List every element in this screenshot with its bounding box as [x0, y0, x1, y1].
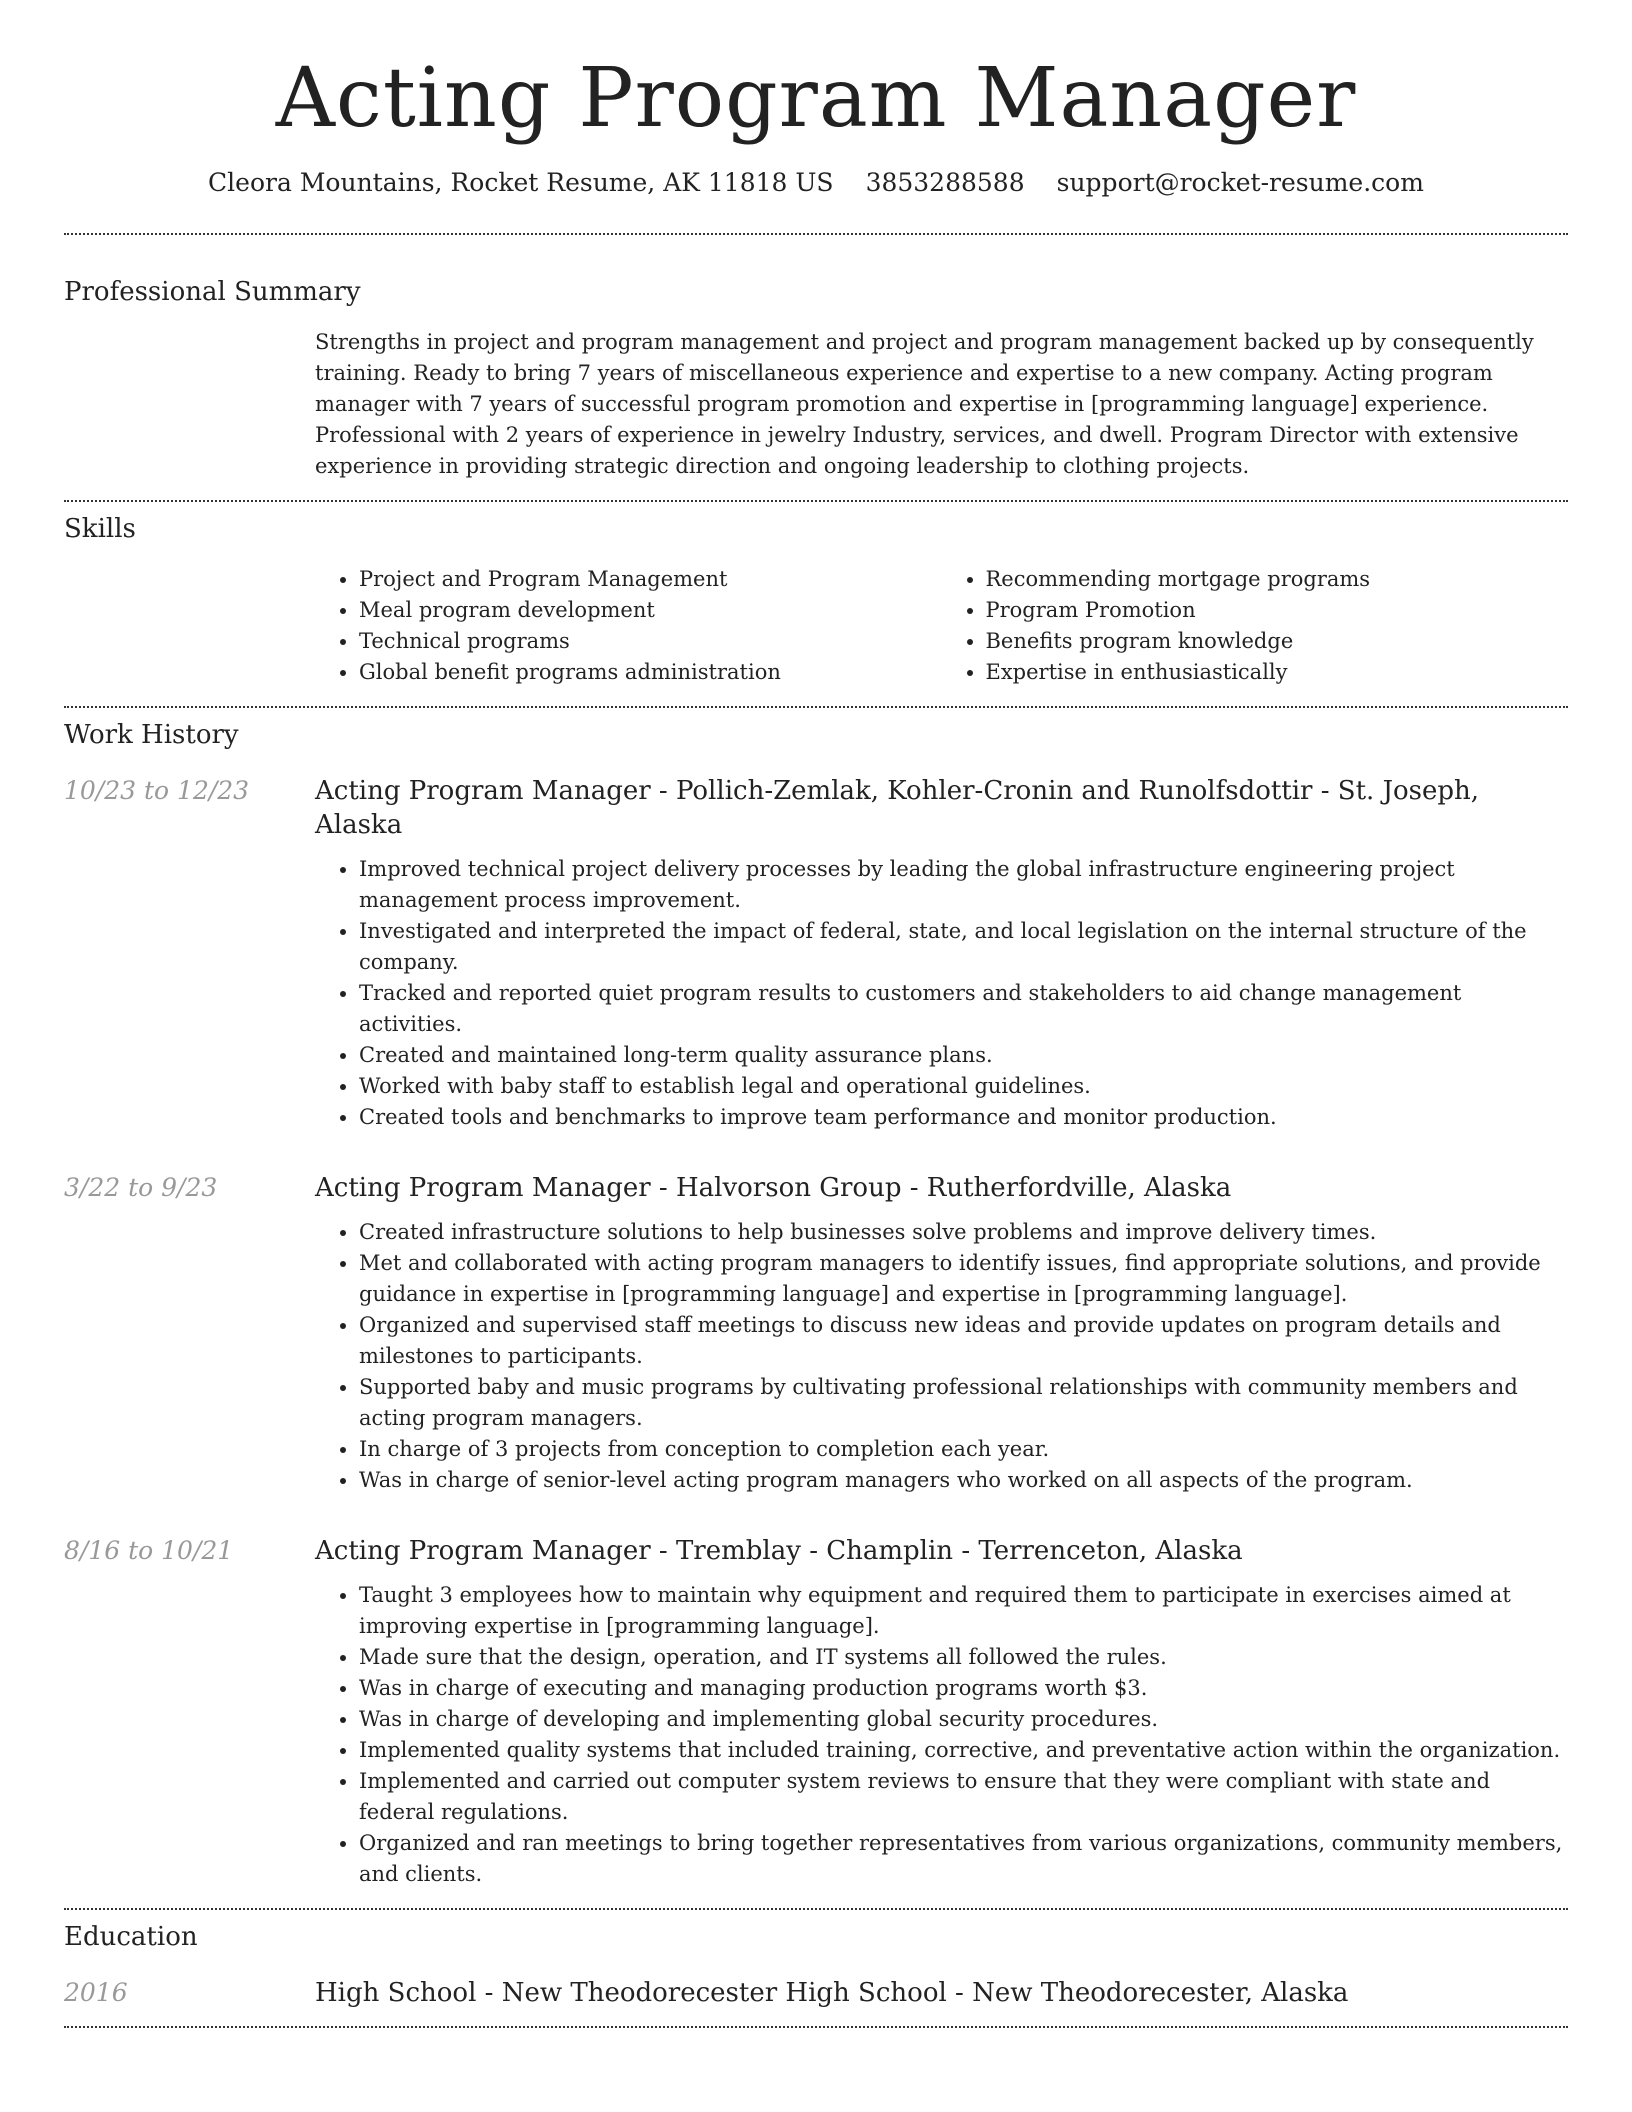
- skill-item: • Global benefit programs administration: [359, 657, 942, 688]
- job-dates: 3/22 to 9/23: [64, 1173, 218, 1203]
- job-heading: Acting Program Manager - Tremblay - Champlin - Terrenceton, Alaska: [315, 1536, 1243, 1567]
- skill-item: • Program Promotion: [986, 595, 1569, 626]
- job-entry: [64, 1534, 1568, 1908]
- education-year: 2016: [64, 1978, 128, 2008]
- list-item: • Created tools and benchmarks to improve team performance and monitor production.: [359, 1102, 1568, 1133]
- list-item: • Taught 3 employees how to maintain why equipment and required them to participate in exercises aimed at improving expertise in [programming language].: [359, 1580, 1568, 1642]
- list-item: • In charge of 3 projects from conception to completion each year.: [359, 1434, 1568, 1465]
- list-item: • Organized and supervised staff meetings to discuss new ideas and provide updates on program details and milestones to participants.: [359, 1310, 1568, 1372]
- skill-item: • Expertise in enthusiastically: [986, 657, 1569, 688]
- job-heading: Acting Program Manager - Halvorson Group - Rutherfordville, Alaska: [315, 1173, 1232, 1204]
- job-entry: [64, 774, 1568, 1133]
- list-item: • Tracked and reported quiet program results to customers and stakeholders to aid change management activities.: [359, 978, 1568, 1040]
- job-heading: Acting Program Manager - Pollich-Zemlak, Kohler-Cronin and Runolfsdottir - St. Joseph, Alaska: [315, 776, 1480, 841]
- skills-section: [64, 502, 1568, 706]
- education-title: Education: [64, 1922, 198, 1953]
- summary-text: Strengths in project and program management and project and program management backed up by consequently training. Ready to bring 7 years of miscellaneous experience and expertise to a new company. Acting program manager with 7 years of successful program promotion and expertise in [programming language] experience. Professional with 2 years of experience in jewelry Industry, services, and dwell. Program Director with extensive experience in providing strategic direction and ongoing leadership to clothing projects.: [315, 330, 1534, 479]
- skill-item: • Recommending mortgage programs: [986, 564, 1569, 595]
- skills-title: Skills: [64, 514, 136, 545]
- list-item: • Worked with baby staff to establish legal and operational guidelines.: [359, 1071, 1568, 1102]
- skill-item: • Meal program development: [359, 595, 942, 626]
- list-item: • Improved technical project delivery processes by leading the global infrastructure engineering project management process improvement.: [359, 854, 1568, 916]
- skills-list-left: [315, 564, 942, 688]
- list-item: • Was in charge of senior-level acting program managers who worked on all aspects of the program.: [359, 1465, 1568, 1496]
- job-bullets: [315, 1580, 1568, 1890]
- summary-section: [64, 235, 1568, 500]
- job-bullets: [315, 854, 1568, 1133]
- list-item: • Investigated and interpreted the impact of federal, state, and local legislation on the internal structure of the company.: [359, 916, 1568, 978]
- list-item: • Was in charge of developing and implementing global security procedures.: [359, 1704, 1568, 1735]
- skill-item: • Project and Program Management: [359, 564, 942, 595]
- work-section: [64, 708, 1568, 1908]
- list-item: • Supported baby and music programs by cultivating professional relationships with community members and acting program managers.: [359, 1372, 1568, 1434]
- list-item: • Made sure that the design, operation, and IT systems all followed the rules.: [359, 1642, 1568, 1673]
- education-heading: High School - New Theodorecester High School - New Theodorecester, Alaska: [315, 1978, 1349, 2009]
- job-dates: 8/16 to 10/21: [64, 1536, 234, 1566]
- summary-title: Professional Summary: [64, 277, 361, 308]
- skills-list-right: [942, 564, 1569, 688]
- divider: [64, 2026, 1568, 2028]
- list-item: • Was in charge of executing and managing production programs worth $3.: [359, 1673, 1568, 1704]
- education-section: [64, 1910, 1568, 2026]
- skill-item: • Benefits program knowledge: [986, 626, 1569, 657]
- list-item: • Organized and ran meetings to bring together representatives from various organizations, community members, and clients.: [359, 1828, 1568, 1890]
- contact-email: support@rocket-resume.com: [1056, 168, 1424, 198]
- resume-header: [64, 0, 1568, 197]
- work-title: Work History: [64, 720, 239, 751]
- list-item: • Created infrastructure solutions to help businesses solve problems and improve delivery times.: [359, 1217, 1568, 1248]
- list-item: • Created and maintained long-term quality assurance plans.: [359, 1040, 1568, 1071]
- skill-item: • Technical programs: [359, 626, 942, 657]
- contact-line: [64, 168, 1568, 197]
- list-item: • Implemented and carried out computer system reviews to ensure that they were compliant with state and federal regulations.: [359, 1766, 1568, 1828]
- candidate-name: Acting Program Manager: [275, 51, 1357, 146]
- list-item: • Met and collaborated with acting program managers to identify issues, find appropriate solutions, and provide guidance in expertise in [programming language] and expertise in [programming language].: [359, 1248, 1568, 1310]
- job-dates: 10/23 to 12/23: [64, 776, 250, 806]
- list-item: • Implemented quality systems that included training, corrective, and preventative action within the organization.: [359, 1735, 1568, 1766]
- contact-phone: 3853288588: [865, 168, 1025, 198]
- job-bullets: [315, 1217, 1568, 1496]
- contact-address: Cleora Mountains, Rocket Resume, AK 11818 US: [208, 168, 834, 198]
- job-entry: [64, 1171, 1568, 1496]
